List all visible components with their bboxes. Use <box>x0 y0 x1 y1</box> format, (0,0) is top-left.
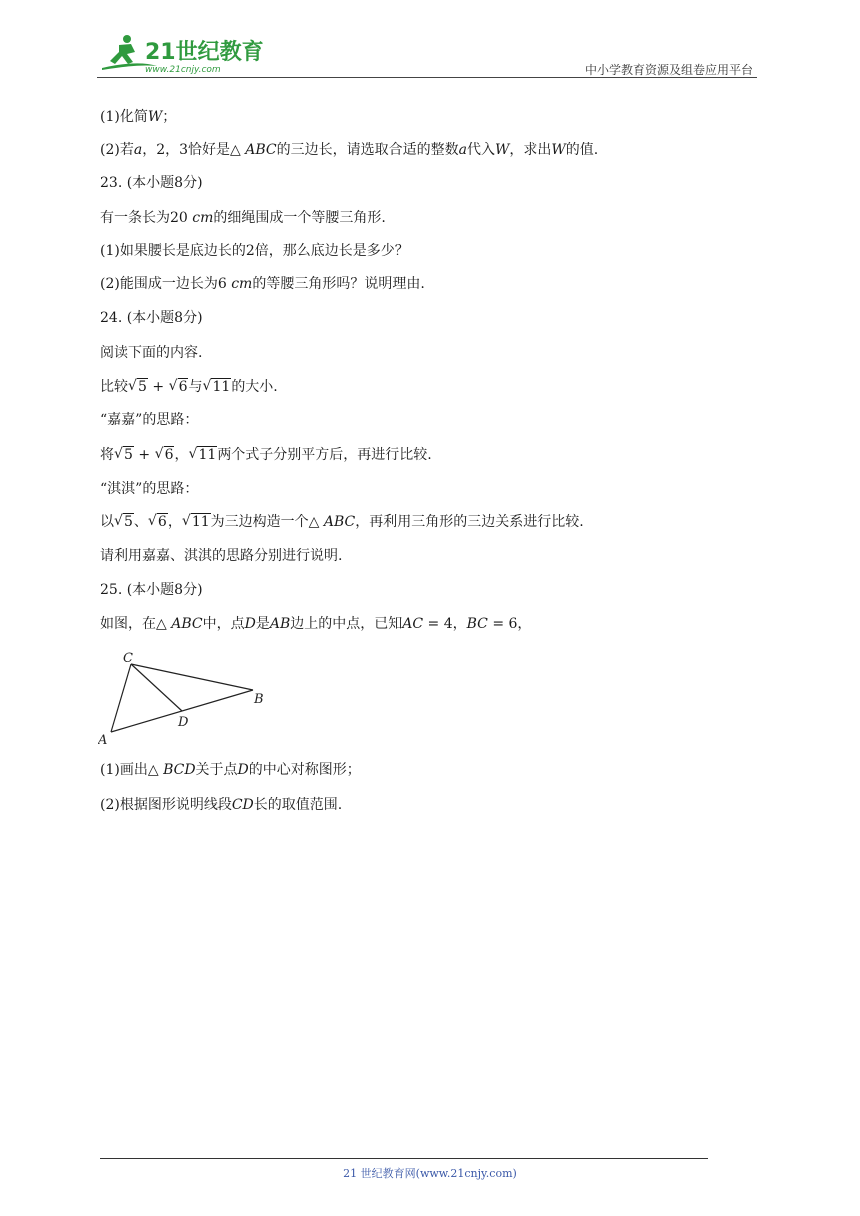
page-header <box>97 30 757 80</box>
label-c: C <box>123 651 133 666</box>
q25-stem: 如图，在△ ABC中，点D是AB边上的中点，已知AC = 4，BC = 6， <box>100 616 532 632</box>
site-logo[interactable] <box>97 30 267 76</box>
triangle-figure <box>98 648 268 748</box>
label-b: B <box>254 692 264 707</box>
header-divider <box>97 77 757 78</box>
platform-title: 中小学教育资源及组卷应用平台 <box>584 63 753 77</box>
q22-part1: (1)化简W； <box>100 109 177 125</box>
logo-text: 21世纪教育 <box>145 40 264 65</box>
logo-url: www.21cnjy.com <box>145 65 221 75</box>
q25-title: 25. (本小题8分) <box>100 582 203 598</box>
q24-jiajia-method: 将√ 5 + √ 6，√ 11两个式子分别平方后，再进行比较. <box>100 445 432 465</box>
q23-part2: (2)能围成一边长为6 cm的等腰三角形吗？说明理由. <box>100 276 425 292</box>
q22-part2: (2)若a，2，3恰好是△ ABC的三边长，请选取合适的整数a代入W，求出W的值. <box>100 142 599 158</box>
label-a: A <box>98 733 108 748</box>
q23-stem: 有一条长为20 cm的细绳围成一个等腰三角形. <box>100 210 386 226</box>
q24-qiqi-title: “淇淇”的思路： <box>100 481 199 497</box>
q23-part1: (1)如果腰长是底边长的2倍，那么底边长是多少？ <box>100 243 409 259</box>
q24-qiqi-method: 以√ 5、√ 6，√ 11为三边构造一个△ ABC，再利用三角形的三边关系进行比较. <box>100 512 584 532</box>
q23-title: 23. (本小题8分) <box>100 175 203 191</box>
q24-title: 24. (本小题8分) <box>100 310 203 326</box>
footer-divider <box>100 1158 708 1159</box>
q25-part1: (1)画出△ BCD关于点D的中心对称图形； <box>100 762 361 778</box>
q24-jiajia-title: “嘉嘉”的思路： <box>100 412 199 428</box>
q24-compare: 比较√ 5 + √ 6与√ 11的大小. <box>100 377 278 397</box>
q24-ask: 请利用嘉嘉、淇淇的思路分别进行说明. <box>100 548 343 564</box>
label-d: D <box>178 715 189 730</box>
q24-stem: 阅读下面的内容. <box>100 345 203 361</box>
footer-link[interactable]: 21 世纪教育网(www.21cnjy.com) <box>343 1167 517 1180</box>
q25-part2: (2)根据图形说明线段CD长的取值范围. <box>100 797 343 813</box>
